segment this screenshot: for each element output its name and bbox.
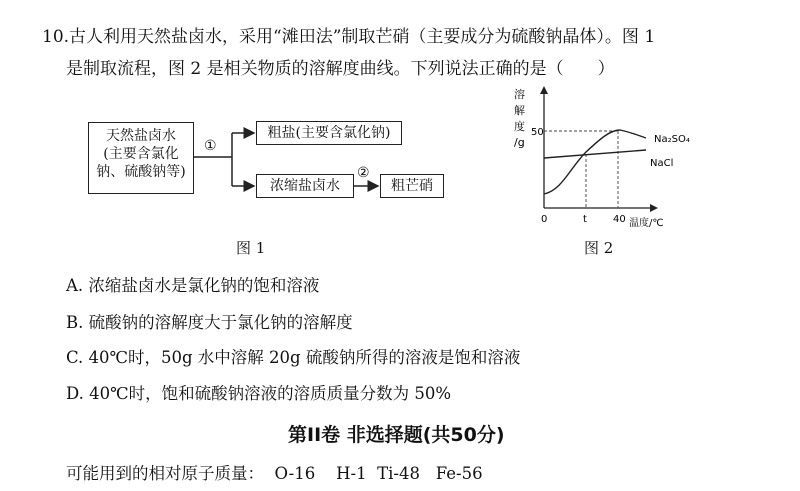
option-a: A. 浓缩盐卤水是氯化钠的饱和溶液 (66, 276, 320, 295)
na2so4-curve (544, 130, 646, 194)
x-axis-label: 温度/℃ (629, 218, 664, 229)
option-b: B. 硫酸钠的溶解度大于氯化钠的溶解度 (66, 313, 353, 332)
x-tick-0: 0 (541, 214, 548, 225)
atomic-masses: 可能用到的相对原子质量： O-16 H-1 Ti-48 Fe-56 (66, 464, 483, 483)
option-c: C. 40℃时，50g 水中溶解 20g 硫酸钠所得的溶液是饱和溶液 (66, 348, 521, 367)
y-axis-arrow (540, 86, 548, 94)
y-label-1: 溶 (514, 88, 525, 101)
source-line-2: (主要含氯化 (103, 146, 179, 162)
source-line-1: 天然盐卤水 (106, 128, 176, 144)
source-line-3: 钠、硫酸钠等) (96, 164, 186, 180)
question-line-2: 是制取流程，图 2 是相关物质的溶解度曲线。下列说法正确的是（ ） (66, 59, 615, 79)
nacl-label: NaCl (650, 158, 674, 169)
x-tick-40: 40 (613, 214, 626, 225)
crude-mirabilite-box: 粗芒硝 (380, 174, 444, 198)
question-text-1: 古人利用天然盐卤水，采用“滩田法”制取芒硝（主要成分为硫酸钠晶体）。图 1 (69, 27, 656, 47)
concentrated-brine-box: 浓缩盐卤水 (256, 174, 354, 198)
y-tick-50: 50 (531, 127, 544, 138)
y-label-4: /g (514, 136, 525, 149)
x-tick-t: t (583, 214, 587, 225)
step-1-label: ① (204, 138, 217, 154)
y-label-2: 解 (514, 104, 525, 117)
figure-1-caption: 图 1 (236, 239, 266, 257)
figure-2-caption: 图 2 (584, 239, 614, 257)
crude-salt-box: 粗盐(主要含氯化钠) (256, 121, 402, 145)
x-axis-arrow (650, 204, 658, 212)
y-label-3: 度 (514, 120, 525, 133)
question-number: 10. (42, 27, 70, 47)
na2so4-label: Na₂SO₄ (654, 134, 690, 145)
nacl-line (544, 150, 646, 158)
solubility-chart (500, 84, 700, 236)
step-2-label: ② (357, 165, 370, 181)
section-title: 第II卷 非选择题(共50分) (288, 424, 505, 446)
option-d: D. 40℃时，饱和硫酸钠溶液的溶质质量分数为 50% (66, 384, 452, 403)
